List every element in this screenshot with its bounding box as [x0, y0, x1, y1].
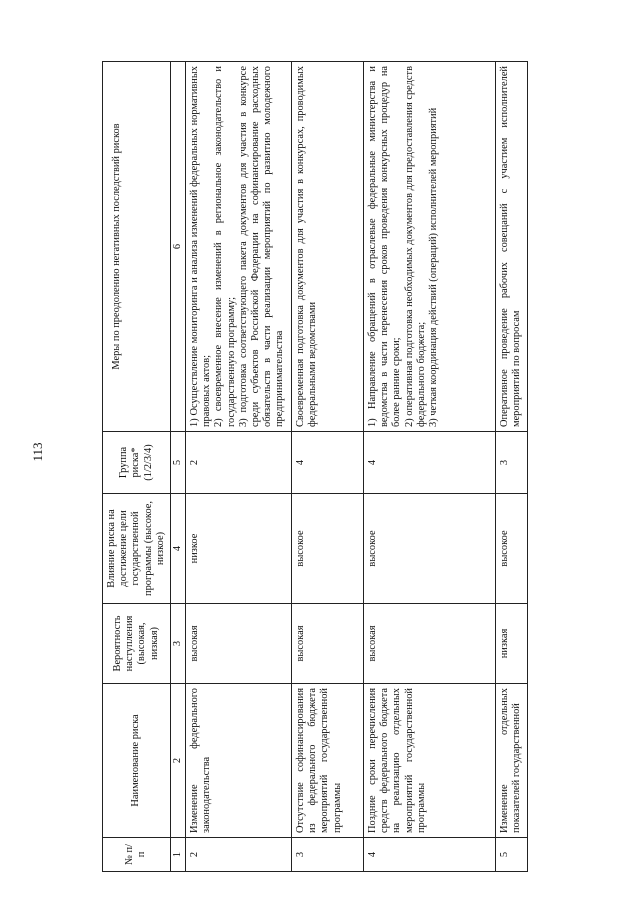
impact: высокое — [496, 494, 528, 604]
table-row — [186, 62, 292, 872]
measure-item: 2) оперативная подготовка необходимых документов для предоставления средств федерального бюджета; — [403, 66, 427, 427]
measures — [364, 62, 496, 432]
measure-item: Оперативное проведение рабочих совещаний с участием исполнителей мероприятий по вопросам — [499, 66, 523, 427]
probability: низкая — [496, 604, 528, 684]
header-number: № п/п — [103, 838, 171, 872]
column-number: 1 — [170, 838, 185, 872]
impact: высокое — [364, 494, 496, 604]
column-number: 5 — [170, 432, 185, 494]
impact: высокое — [292, 494, 364, 604]
measure-item: 1) Осуществление мониторинга и анализа изменений федеральных нормативных правовых актов; — [189, 66, 213, 427]
table-header-row — [103, 62, 171, 872]
measure-item: 1) Направление обращений в отраслевые федеральные министерства и ведомства в части перенесения сроков проведения конкурсных процедур на более ранние сроки; — [367, 66, 403, 427]
measure-item: Своевременная подготовка документов для участия в конкурсах, проводимых федеральными ведомствами — [295, 66, 319, 427]
risk-name: Поздние сроки перечисления средств федерального бюджета на реализацию отдельных мероприятий государственной программы — [364, 684, 496, 838]
row-number: 2 — [186, 838, 292, 872]
risk-table-rotated — [102, 62, 592, 872]
row-number: 5 — [496, 838, 528, 872]
risk-group: 4 — [292, 432, 364, 494]
row-number: 4 — [364, 838, 496, 872]
measures — [292, 62, 364, 432]
column-number: 4 — [170, 494, 185, 604]
column-number: 2 — [170, 684, 185, 838]
probability: высокая — [364, 604, 496, 684]
column-number-row — [170, 62, 185, 872]
header-impact: Влияние риска на достижение цели государственной программы (высокое, низкое) — [103, 494, 171, 604]
row-number: 3 — [292, 838, 364, 872]
measures — [186, 62, 292, 432]
table-row — [364, 62, 496, 872]
risk-group: 3 — [496, 432, 528, 494]
measure-item: 3) подготовка соответствующего пакета документов для участия в конкурсе среди субъектов Российской Федерации на софинансирование расходных обязательств в части реализации мероприятий по развитию молодежного предпринимательства — [237, 66, 286, 427]
risk-name: Отсутствие софинансирования из федерального бюджета мероприятий государственной программы — [292, 684, 364, 838]
measure-item: 2) своевременное внесение изменений в региональное законодательство и государственную программу; — [213, 66, 237, 427]
impact: низкое — [186, 494, 292, 604]
risk-group: 2 — [186, 432, 292, 494]
measures — [496, 62, 528, 432]
column-number: 6 — [170, 62, 185, 432]
probability: высокая — [186, 604, 292, 684]
risk-table — [102, 61, 528, 872]
risk-group: 4 — [364, 432, 496, 494]
page-number: 113 — [30, 442, 45, 462]
header-probability: Вероятность наступления (высокая, низкая) — [103, 604, 171, 684]
table-row — [292, 62, 364, 872]
header-risk-name: Наименование риска — [103, 684, 171, 838]
table-row — [496, 62, 528, 872]
risk-name: Изменение федерального законодательства — [186, 684, 292, 838]
risk-name: Изменение отдельных показателей государственной — [496, 684, 528, 838]
header-measures: Меры по преодолению негативных последствий рисков — [103, 62, 171, 432]
column-number: 3 — [170, 604, 185, 684]
measure-item: 3) четкая координация действий (операций) исполнителей мероприятий — [427, 107, 439, 427]
probability: высокая — [292, 604, 364, 684]
header-group: Группа риска* (1/2/3/4) — [103, 432, 171, 494]
